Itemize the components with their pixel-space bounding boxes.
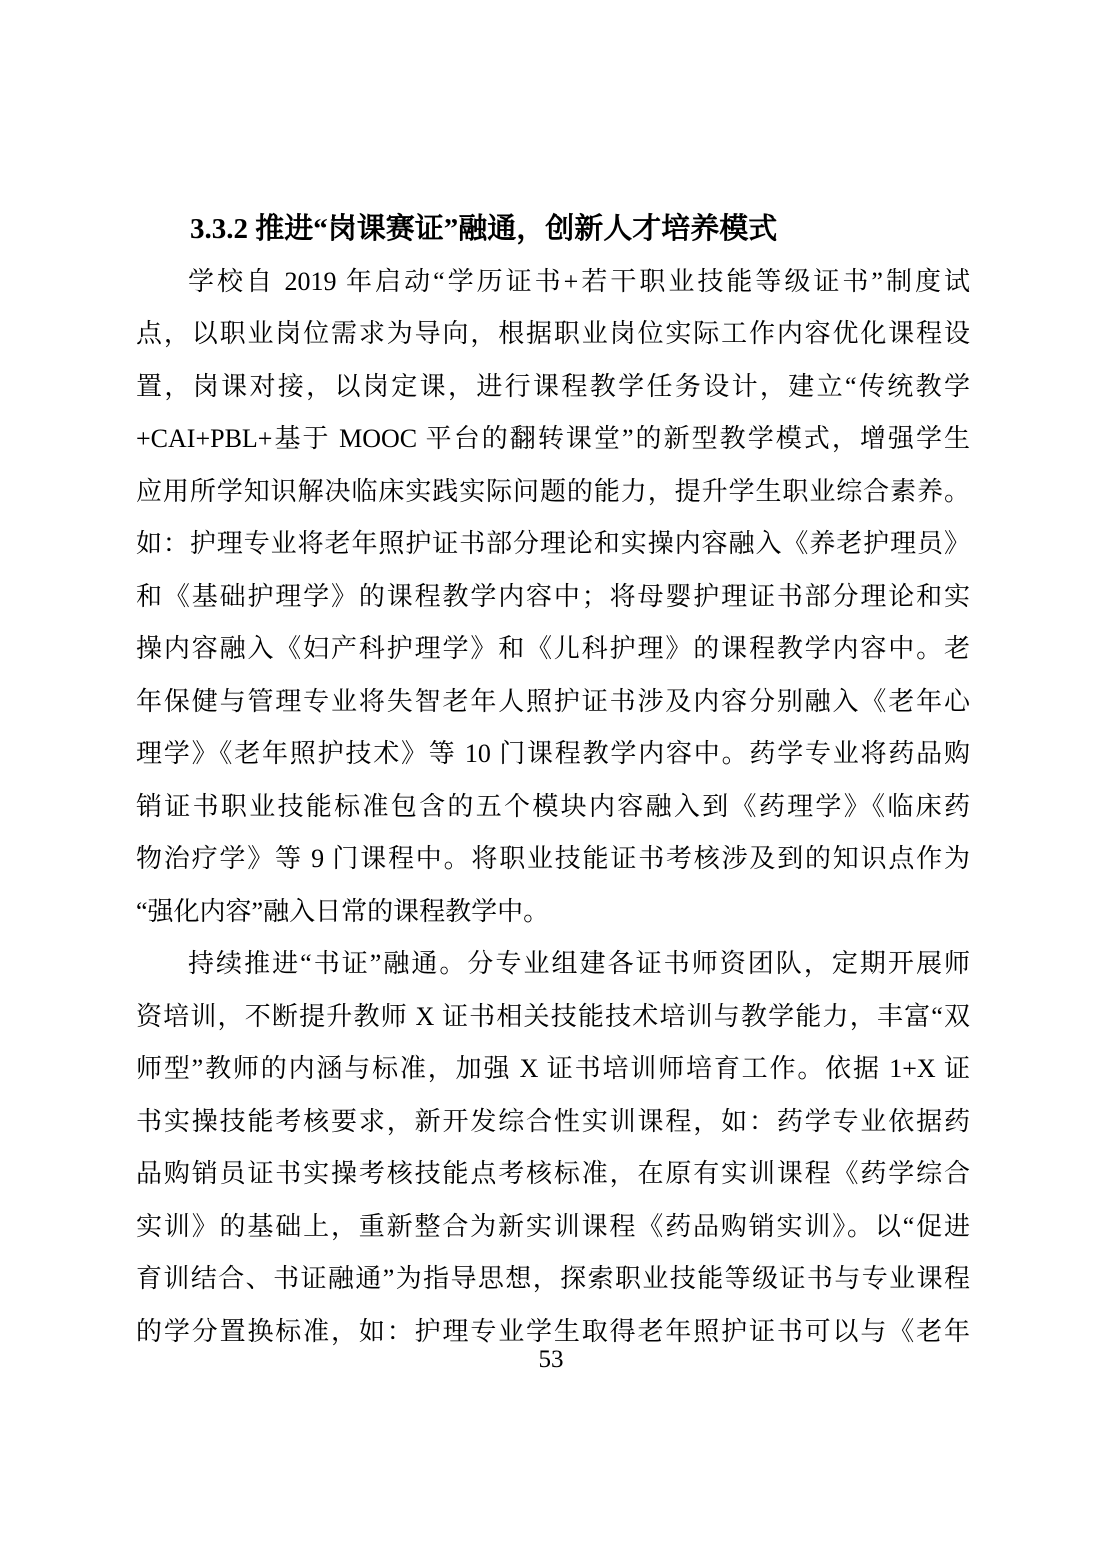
text-line: 如：护理专业将老年照护证书部分理论和实操内容融入《养老护理员》	[136, 529, 970, 558]
text-line: 物治疗学》等 9 门课程中。将职业技能证书考核涉及到的知识点作为	[136, 844, 970, 873]
section-heading: 3.3.2 推进“岗课赛证”融通，创新人才培养模式	[190, 213, 778, 245]
text-line: 的学分置换标准，如：护理专业学生取得老年照护证书可以与《老年	[136, 1316, 970, 1346]
paragraph	[136, 938, 970, 1358]
text-line: 置，岗课对接，以岗定课，进行课程教学任务设计，建立“传统教学	[136, 371, 970, 401]
text-line: 品购销员证书实操考核技能点考核标准，在原有实训课程《药学综合	[136, 1159, 970, 1188]
body	[136, 256, 970, 1359]
text-line: 理学》《老年照护技术》等 10 门课程教学内容中。药学专业将药品购	[136, 739, 970, 768]
text-line: 师型”教师的内涵与标准，加强 X 证书培训师培育工作。依据 1+X 证	[136, 1054, 970, 1083]
text-line: 资培训，不断提升教师 X 证书相关技能技术培训与教学能力，丰富“双	[136, 1001, 970, 1031]
text-line: 点，以职业岗位需求为导向，根据职业岗位实际工作内容优化课程设	[136, 319, 970, 348]
text-block	[136, 203, 970, 1358]
text-line: 书实操技能考核要求，新开发综合性实训课程，如：药学专业依据药	[136, 1106, 970, 1136]
text-line: 年保健与管理专业将失智老年人照护证书涉及内容分别融入《老年心	[136, 686, 970, 716]
text-line: “强化内容”融入日常的课程教学中。	[136, 896, 550, 926]
text-line: 应用所学知识解决临床实践实际问题的能力，提升学生职业综合素养。	[136, 476, 970, 506]
text-line: 操内容融入《妇产科护理学》和《儿科护理》的课程教学内容中。老	[136, 634, 970, 663]
text-line: 学校自 2019 年启动“学历证书+若干职业技能等级证书”制度试	[188, 266, 970, 296]
text-line: 实训》的基础上，重新整合为新实训课程《药品购销实训》。以“促进	[136, 1211, 970, 1241]
page-number: 53	[538, 1346, 564, 1373]
text-line: +CAI+PBL+基于 MOOC 平台的翻转课堂”的新型教学模式，增强学生	[136, 424, 970, 453]
text-line: 育训结合、书证融通”为指导思想，探索职业技能等级证书与专业课程	[136, 1264, 970, 1293]
text-line: 持续推进“书证”融通。分专业组建各证书师资团队，定期开展师	[188, 949, 970, 978]
paragraph	[136, 256, 970, 939]
text-line: 和《基础护理学》的课程教学内容中；将母婴护理证书部分理论和实	[136, 581, 970, 611]
text-line: 销证书职业技能标准包含的五个模块内容融入到《药理学》《临床药	[136, 791, 970, 821]
